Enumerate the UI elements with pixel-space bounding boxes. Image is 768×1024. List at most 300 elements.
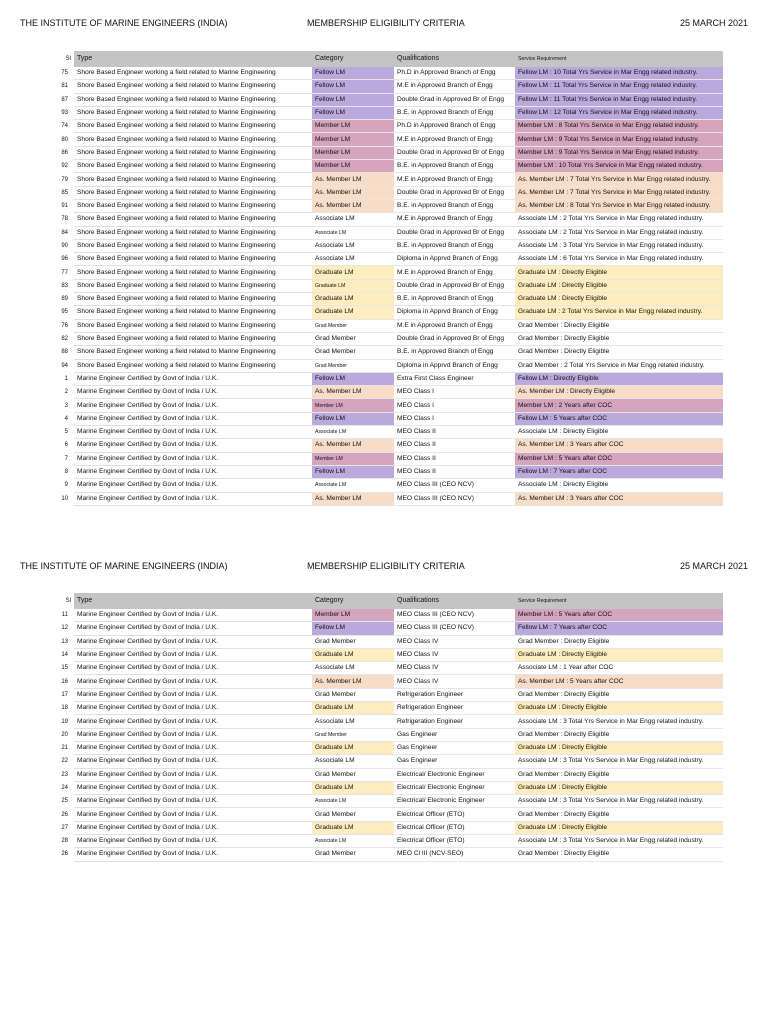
row-qualifications: Electrical Officer (ETO) — [394, 821, 515, 834]
col-header-qualifications: Qualifications — [394, 51, 515, 67]
row-category: Member LM — [312, 399, 394, 412]
table-row — [40, 93, 723, 106]
table-row — [40, 279, 723, 292]
row-category: Associate LM — [312, 662, 394, 675]
row-type: Shore Based Engineer working a field related to Marine Engineering — [74, 160, 312, 173]
row-type: Marine Engineer Certified by Govt of India / U.K. — [74, 781, 312, 794]
row-sl: 77 — [61, 269, 68, 276]
row-qualifications: M.E in Approved Branch of Engg — [394, 213, 515, 226]
table-row — [40, 702, 723, 715]
table-row — [40, 67, 723, 80]
table-row — [40, 412, 723, 425]
row-category: As. Member LM — [312, 439, 394, 452]
row-category: Associate LM — [312, 253, 394, 266]
row-qualifications: Refrigeration Engineer — [394, 702, 515, 715]
row-category: Grad Member — [312, 359, 394, 372]
table-row — [40, 648, 723, 661]
row-sl: 75 — [61, 70, 68, 77]
row-service: Associate LM : 1 Year after COC — [515, 662, 723, 675]
row-service: As. Member LM : 8 Total Yrs Service in Mar Engg related industry. — [515, 199, 723, 212]
row-category: Grad Member — [312, 346, 394, 359]
row-category: Member LM — [312, 452, 394, 465]
row-qualifications: B.E. in Approved Branch of Engg — [394, 239, 515, 252]
table-row — [40, 835, 723, 848]
row-type: Shore Based Engineer working a field related to Marine Engineering — [74, 346, 312, 359]
row-sl: 14 — [61, 652, 68, 659]
row-service: Member LM : 2 Years after COC — [515, 399, 723, 412]
row-type: Marine Engineer Certified by Govt of India / U.K. — [74, 715, 312, 728]
row-category: Member LM — [312, 146, 394, 159]
row-sl: 13 — [61, 638, 68, 645]
row-category: Grad Member — [312, 808, 394, 821]
row-qualifications: MEO Class III (CEO NCV) — [394, 622, 515, 635]
table-row — [40, 213, 723, 226]
eligibility-table-2 — [40, 593, 723, 862]
row-sl: 83 — [61, 282, 68, 289]
table-row — [40, 465, 723, 478]
row-sl: 3 — [64, 402, 68, 409]
row-sl: 74 — [61, 123, 68, 130]
row-service: Grad Member : Directly Eligible — [515, 728, 723, 741]
row-sl: 28 — [61, 838, 68, 845]
row-category: Fellow LM — [312, 80, 394, 93]
row-sl: 26 — [61, 811, 68, 818]
row-service: Graduate LM : Directly Eligible — [515, 821, 723, 834]
row-qualifications: MEO Class IV — [394, 662, 515, 675]
table-row — [40, 386, 723, 399]
row-type: Shore Based Engineer working a field related to Marine Engineering — [74, 186, 312, 199]
row-sl: 96 — [61, 256, 68, 263]
table-row — [40, 120, 723, 133]
row-category: Graduate LM — [312, 781, 394, 794]
row-qualifications: Gas Engineer — [394, 728, 515, 741]
row-service: Associate LM : 3 Total Yrs Service in Mar Engg related industry. — [515, 715, 723, 728]
row-qualifications: MEO Class II — [394, 465, 515, 478]
row-qualifications: Double Grad in Approved Br of Engg — [394, 226, 515, 239]
table-row — [40, 253, 723, 266]
row-category: Fellow LM — [312, 106, 394, 119]
row-qualifications: B.E. in Approved Branch of Engg — [394, 346, 515, 359]
col-header-type: Type — [74, 51, 312, 67]
criteria-title: MEMBERSHIP ELIGIBILITY CRITERIA — [307, 18, 465, 28]
row-category: Member LM — [312, 160, 394, 173]
row-type: Shore Based Engineer working a field related to Marine Engineering — [74, 239, 312, 252]
row-category: Graduate LM — [312, 741, 394, 754]
row-service: Grad Member : Directly Eligible — [515, 768, 723, 781]
row-service: Associate LM : 2 Total Yrs Service in Mar Engg related industry. — [515, 226, 723, 239]
row-type: Marine Engineer Certified by Govt of India / U.K. — [74, 675, 312, 688]
row-type: Marine Engineer Certified by Govt of India / U.K. — [74, 609, 312, 622]
row-service: Member LM : 8 Total Yrs Service in Mar Engg related industry. — [515, 120, 723, 133]
row-category: As. Member LM — [312, 386, 394, 399]
row-category: Grad Member — [312, 688, 394, 701]
table-row — [40, 173, 723, 186]
table-row — [40, 399, 723, 412]
table-row — [40, 821, 723, 834]
row-qualifications: Diploma in Apprvd Branch of Engg — [394, 359, 515, 372]
row-sl: 1 — [64, 375, 68, 382]
row-qualifications: Double Grad in Approved Br of Engg — [394, 93, 515, 106]
row-service: Member LM : 9 Total Yrs Service in Mar Engg related industry. — [515, 146, 723, 159]
row-type: Shore Based Engineer working a field related to Marine Engineering — [74, 93, 312, 106]
table-row — [40, 372, 723, 385]
table-row — [40, 199, 723, 212]
row-sl: 85 — [61, 189, 68, 196]
row-service: As. Member LM : 7 Total Yrs Service in Mar Engg related industry. — [515, 173, 723, 186]
table-body-1 — [40, 67, 723, 505]
row-sl: 19 — [61, 718, 68, 725]
row-category: Grad Member — [312, 332, 394, 345]
row-category: Member LM — [312, 120, 394, 133]
table-row — [40, 808, 723, 821]
row-sl: 22 — [61, 758, 68, 765]
table-row — [40, 332, 723, 345]
row-type: Marine Engineer Certified by Govt of India / U.K. — [74, 662, 312, 675]
row-service: Associate LM : 3 Total Yrs Service in Mar Engg related industry. — [515, 239, 723, 252]
col-header-service: Service Requirement — [515, 593, 723, 609]
row-service: Grad Member : Directly Eligible — [515, 688, 723, 701]
row-type: Marine Engineer Certified by Govt of India / U.K. — [74, 635, 312, 648]
row-category: Fellow LM — [312, 465, 394, 478]
row-service: Grad Member : Directly Eligible — [515, 808, 723, 821]
row-sl: 21 — [61, 745, 68, 752]
row-category: Graduate LM — [312, 279, 394, 292]
row-category: Associate LM — [312, 426, 394, 439]
row-type: Marine Engineer Certified by Govt of India / U.K. — [74, 821, 312, 834]
row-service: As. Member LM : 3 Years after COC — [515, 492, 723, 505]
row-qualifications: M.E in Approved Branch of Engg — [394, 80, 515, 93]
table-row — [40, 306, 723, 319]
row-type: Marine Engineer Certified by Govt of India / U.K. — [74, 372, 312, 385]
col-header-sl: Sl — [40, 593, 74, 609]
row-category: Associate LM — [312, 795, 394, 808]
row-qualifications: MEO Cl III (NCV-SEO) — [394, 848, 515, 861]
table-row — [40, 266, 723, 279]
table-row — [40, 133, 723, 146]
row-service: Graduate LM : Directly Eligible — [515, 293, 723, 306]
row-qualifications: B.E. in Approved Branch of Engg — [394, 199, 515, 212]
row-sl: 8 — [64, 469, 68, 476]
row-category: As. Member LM — [312, 173, 394, 186]
col-header-qualifications: Qualifications — [394, 593, 515, 609]
row-service: Grad Member : Directly Eligible — [515, 635, 723, 648]
row-qualifications: Ph.D in Approved Branch of Engg — [394, 67, 515, 80]
row-qualifications: MEO Class II — [394, 426, 515, 439]
row-category: Member LM — [312, 133, 394, 146]
row-type: Shore Based Engineer working a field related to Marine Engineering — [74, 80, 312, 93]
row-service: As. Member LM : 7 Total Yrs Service in Mar Engg related industry. — [515, 186, 723, 199]
row-service: Associate LM : Directly Eligible — [515, 479, 723, 492]
row-qualifications: Double Grad in Approved Br of Engg — [394, 332, 515, 345]
row-type: Shore Based Engineer working a field related to Marine Engineering — [74, 133, 312, 146]
row-type: Shore Based Engineer working a field related to Marine Engineering — [74, 199, 312, 212]
table-row — [40, 688, 723, 701]
row-qualifications: MEO Class IV — [394, 675, 515, 688]
row-sl: 9 — [64, 482, 68, 489]
table-row — [40, 781, 723, 794]
row-service: Member LM : 9 Total Yrs Service in Mar Engg related industry. — [515, 133, 723, 146]
row-sl: 82 — [61, 336, 68, 343]
table-row — [40, 186, 723, 199]
row-qualifications: M.E in Approved Branch of Engg — [394, 173, 515, 186]
row-qualifications: Electrical Officer (ETO) — [394, 835, 515, 848]
table-row — [40, 452, 723, 465]
row-category: Associate LM — [312, 213, 394, 226]
row-type: Marine Engineer Certified by Govt of India / U.K. — [74, 452, 312, 465]
row-sl: 2 — [64, 389, 68, 396]
row-service: Grad Member : Directly Eligible — [515, 319, 723, 332]
row-sl: 76 — [61, 322, 68, 329]
row-type: Marine Engineer Certified by Govt of India / U.K. — [74, 702, 312, 715]
row-category: Fellow LM — [312, 622, 394, 635]
row-type: Shore Based Engineer working a field related to Marine Engineering — [74, 146, 312, 159]
table-row — [40, 675, 723, 688]
row-sl: 7 — [64, 455, 68, 462]
row-service: Fellow LM : 11 Total Yrs Service in Mar Engg related industry. — [515, 80, 723, 93]
row-service: Associate LM : Directly Eligible — [515, 426, 723, 439]
row-service: Associate LM : 2 Total Yrs Service in Mar Engg related industry. — [515, 213, 723, 226]
row-service: Fellow LM : 11 Total Yrs Service in Mar Engg related industry. — [515, 93, 723, 106]
row-sl: 11 — [61, 612, 68, 619]
row-type: Marine Engineer Certified by Govt of India / U.K. — [74, 741, 312, 754]
row-sl: 91 — [61, 203, 68, 210]
row-category: Grad Member — [312, 848, 394, 861]
row-qualifications: M.E in Approved Branch of Engg — [394, 133, 515, 146]
row-type: Shore Based Engineer working a field related to Marine Engineering — [74, 120, 312, 133]
table-row — [40, 146, 723, 159]
row-qualifications: Refrigeration Engineer — [394, 688, 515, 701]
criteria-title: MEMBERSHIP ELIGIBILITY CRITERIA — [307, 561, 465, 571]
row-type: Marine Engineer Certified by Govt of India / U.K. — [74, 426, 312, 439]
row-sl: 87 — [61, 96, 68, 103]
row-sl: 81 — [61, 83, 68, 90]
row-category: Graduate LM — [312, 648, 394, 661]
row-category: Grad Member — [312, 728, 394, 741]
row-qualifications: M.E in Approved Branch of Engg — [394, 319, 515, 332]
row-qualifications: B.E. in Approved Branch of Engg — [394, 106, 515, 119]
row-qualifications: Electrical/ Electronic Engineer — [394, 781, 515, 794]
table-row — [40, 106, 723, 119]
row-sl: 90 — [61, 243, 68, 249]
row-type: Marine Engineer Certified by Govt of India / U.K. — [74, 835, 312, 848]
row-service: Graduate LM : Directly Eligible — [515, 648, 723, 661]
row-service: Member LM : 10 Total Yrs Service in Mar Engg related industry. — [515, 160, 723, 173]
row-service: Graduate LM : Directly Eligible — [515, 741, 723, 754]
row-type: Shore Based Engineer working a field related to Marine Engineering — [74, 266, 312, 279]
row-service: Grad Member : 2 Total Yrs Service in Mar Engg related industry. — [515, 359, 723, 372]
row-type: Marine Engineer Certified by Govt of India / U.K. — [74, 768, 312, 781]
row-type: Marine Engineer Certified by Govt of India / U.K. — [74, 399, 312, 412]
row-qualifications: MEO Class I — [394, 412, 515, 425]
row-qualifications: MEO Class III (CEO NCV) — [394, 479, 515, 492]
row-qualifications: Electrical/ Electronic Engineer — [394, 795, 515, 808]
table-row — [40, 80, 723, 93]
row-qualifications: Diploma in Apprvd Branch of Engg — [394, 306, 515, 319]
table-row — [40, 492, 723, 505]
row-service: Graduate LM : Directly Eligible — [515, 702, 723, 715]
row-category: As. Member LM — [312, 675, 394, 688]
row-sl: 26 — [61, 851, 68, 858]
row-type: Marine Engineer Certified by Govt of India / U.K. — [74, 439, 312, 452]
row-qualifications: Electrical Officer (ETO) — [394, 808, 515, 821]
row-qualifications: MEO Class III (CEO NCV) — [394, 492, 515, 505]
table-row — [40, 479, 723, 492]
table-row — [40, 439, 723, 452]
table-row — [40, 728, 723, 741]
row-type: Shore Based Engineer working a field related to Marine Engineering — [74, 253, 312, 266]
row-sl: 94 — [61, 362, 68, 369]
table-row — [40, 346, 723, 359]
row-sl: 15 — [61, 665, 68, 672]
row-category: Fellow LM — [312, 93, 394, 106]
page-header-1 — [20, 18, 748, 32]
row-service: Associate LM : 6 Total Yrs Service in Mar Engg related industry. — [515, 253, 723, 266]
row-sl: 23 — [61, 771, 68, 778]
row-qualifications: MEO Class IV — [394, 648, 515, 661]
table-row — [40, 622, 723, 635]
table-row — [40, 848, 723, 861]
eligibility-table-1 — [40, 51, 723, 506]
row-qualifications: M.E in Approved Branch of Engg — [394, 266, 515, 279]
row-qualifications: Extra First Class Engineer — [394, 372, 515, 385]
row-service: Fellow LM : Directly Eligible — [515, 372, 723, 385]
row-qualifications: Ph.D in Approved Branch of Engg — [394, 120, 515, 133]
row-type: Shore Based Engineer working a field related to Marine Engineering — [74, 213, 312, 226]
row-sl: 25 — [61, 798, 68, 805]
document-date: 25 MARCH 2021 — [679, 561, 748, 571]
row-sl: 95 — [61, 309, 68, 316]
table-row — [40, 160, 723, 173]
table-row — [40, 609, 723, 622]
row-sl: 16 — [61, 678, 68, 685]
table-row — [40, 715, 723, 728]
table-row — [40, 795, 723, 808]
row-type: Marine Engineer Certified by Govt of India / U.K. — [74, 412, 312, 425]
row-sl: 20 — [61, 731, 68, 738]
row-type: Marine Engineer Certified by Govt of India / U.K. — [74, 479, 312, 492]
row-type: Marine Engineer Certified by Govt of India / U.K. — [74, 755, 312, 768]
row-category: Associate LM — [312, 835, 394, 848]
row-type: Marine Engineer Certified by Govt of India / U.K. — [74, 492, 312, 505]
table-row — [40, 359, 723, 372]
row-category: Graduate LM — [312, 821, 394, 834]
row-qualifications: MEO Class III (CEO NCV) — [394, 609, 515, 622]
row-category: Grad Member — [312, 319, 394, 332]
row-type: Marine Engineer Certified by Govt of India / U.K. — [74, 688, 312, 701]
row-qualifications: Refrigeration Engineer — [394, 715, 515, 728]
table-row — [40, 239, 723, 252]
row-category: Associate LM — [312, 226, 394, 239]
row-type: Shore Based Engineer working a field related to Marine Engineering — [74, 306, 312, 319]
row-category: Associate LM — [312, 479, 394, 492]
row-qualifications: MEO Class IV — [394, 635, 515, 648]
row-category: As. Member LM — [312, 186, 394, 199]
row-service: As. Member LM : Directly Eligible — [515, 386, 723, 399]
row-service: Fellow LM : 7 Years after COC — [515, 465, 723, 478]
row-qualifications: MEO Class II — [394, 452, 515, 465]
row-category: Graduate LM — [312, 293, 394, 306]
table-row — [40, 426, 723, 439]
col-header-category: Category — [312, 593, 394, 609]
row-type: Marine Engineer Certified by Govt of India / U.K. — [74, 848, 312, 861]
table-row — [40, 635, 723, 648]
table-body-2 — [40, 609, 723, 861]
row-type: Shore Based Engineer working a field related to Marine Engineering — [74, 359, 312, 372]
row-service: As. Member LM : 5 Years after COC — [515, 675, 723, 688]
row-type: Shore Based Engineer working a field related to Marine Engineering — [74, 332, 312, 345]
row-category: Member LM — [312, 609, 394, 622]
table-row — [40, 755, 723, 768]
row-category: Fellow LM — [312, 412, 394, 425]
row-qualifications: MEO Class II — [394, 439, 515, 452]
row-category: Graduate LM — [312, 266, 394, 279]
row-category: Grad Member — [312, 635, 394, 648]
row-type: Marine Engineer Certified by Govt of India / U.K. — [74, 622, 312, 635]
row-qualifications: Double Grad in Approved Br of Engg — [394, 279, 515, 292]
row-sl: 17 — [61, 691, 68, 698]
row-category: Fellow LM — [312, 67, 394, 80]
row-sl: 84 — [61, 229, 68, 236]
row-qualifications: MEO Class I — [394, 386, 515, 399]
row-qualifications: B.E. in Approved Branch of Engg — [394, 293, 515, 306]
row-sl: 93 — [61, 110, 68, 117]
row-type: Marine Engineer Certified by Govt of India / U.K. — [74, 648, 312, 661]
row-service: Member LM : 5 Years after COC — [515, 609, 723, 622]
row-sl: 79 — [61, 176, 68, 183]
row-service: Associate LM : 3 Total Yrs Service in Mar Engg related industry. — [515, 835, 723, 848]
table-row — [40, 741, 723, 754]
row-type: Marine Engineer Certified by Govt of India / U.K. — [74, 795, 312, 808]
row-service: Associate LM : 3 Total Yrs Service in Mar Engg related industry. — [515, 795, 723, 808]
row-qualifications: Double Grad in Approved Br of Engg — [394, 186, 515, 199]
row-sl: 12 — [61, 625, 68, 632]
table-row — [40, 293, 723, 306]
row-service: Grad Member : Directly Eligible — [515, 848, 723, 861]
row-qualifications: Gas Engineer — [394, 755, 515, 768]
row-type: Shore Based Engineer working a field related to Marine Engineering — [74, 293, 312, 306]
row-type: Marine Engineer Certified by Govt of India / U.K. — [74, 465, 312, 478]
row-service: As. Member LM : 3 Years after COC — [515, 439, 723, 452]
row-type: Marine Engineer Certified by Govt of India / U.K. — [74, 386, 312, 399]
row-sl: 5 — [64, 429, 68, 436]
row-service: Member LM : 5 Years after COC — [515, 452, 723, 465]
row-sl: 89 — [61, 296, 68, 303]
table-header-row — [40, 593, 723, 609]
row-sl: 24 — [61, 785, 68, 791]
row-sl: 78 — [61, 216, 68, 223]
row-qualifications: Diploma in Apprvd Branch of Engg — [394, 253, 515, 266]
row-service: Associate LM : 3 Total Yrs Service in Mar Engg related industry. — [515, 755, 723, 768]
row-service: Graduate LM : Directly Eligible — [515, 266, 723, 279]
row-service: Graduate LM : Directly Eligible — [515, 781, 723, 794]
document-date: 25 MARCH 2021 — [679, 18, 748, 28]
row-category: Graduate LM — [312, 306, 394, 319]
table-row — [40, 662, 723, 675]
row-category: As. Member LM — [312, 199, 394, 212]
row-type: Shore Based Engineer working a field related to Marine Engineering — [74, 173, 312, 186]
row-qualifications: Double Grad in Approved Br of Engg — [394, 146, 515, 159]
row-category: Fellow LM — [312, 372, 394, 385]
row-qualifications: B.E. in Approved Branch of Engg — [394, 160, 515, 173]
row-category: Associate LM — [312, 755, 394, 768]
row-sl: 92 — [61, 163, 68, 170]
row-service: Grad Member : Directly Eligible — [515, 332, 723, 345]
row-service: Fellow LM : 10 Total Yrs Service in Mar Engg related industry. — [515, 67, 723, 80]
row-qualifications: MEO Class I — [394, 399, 515, 412]
row-sl: 27 — [61, 824, 68, 831]
col-header-category: Category — [312, 51, 394, 67]
row-category: As. Member LM — [312, 492, 394, 505]
